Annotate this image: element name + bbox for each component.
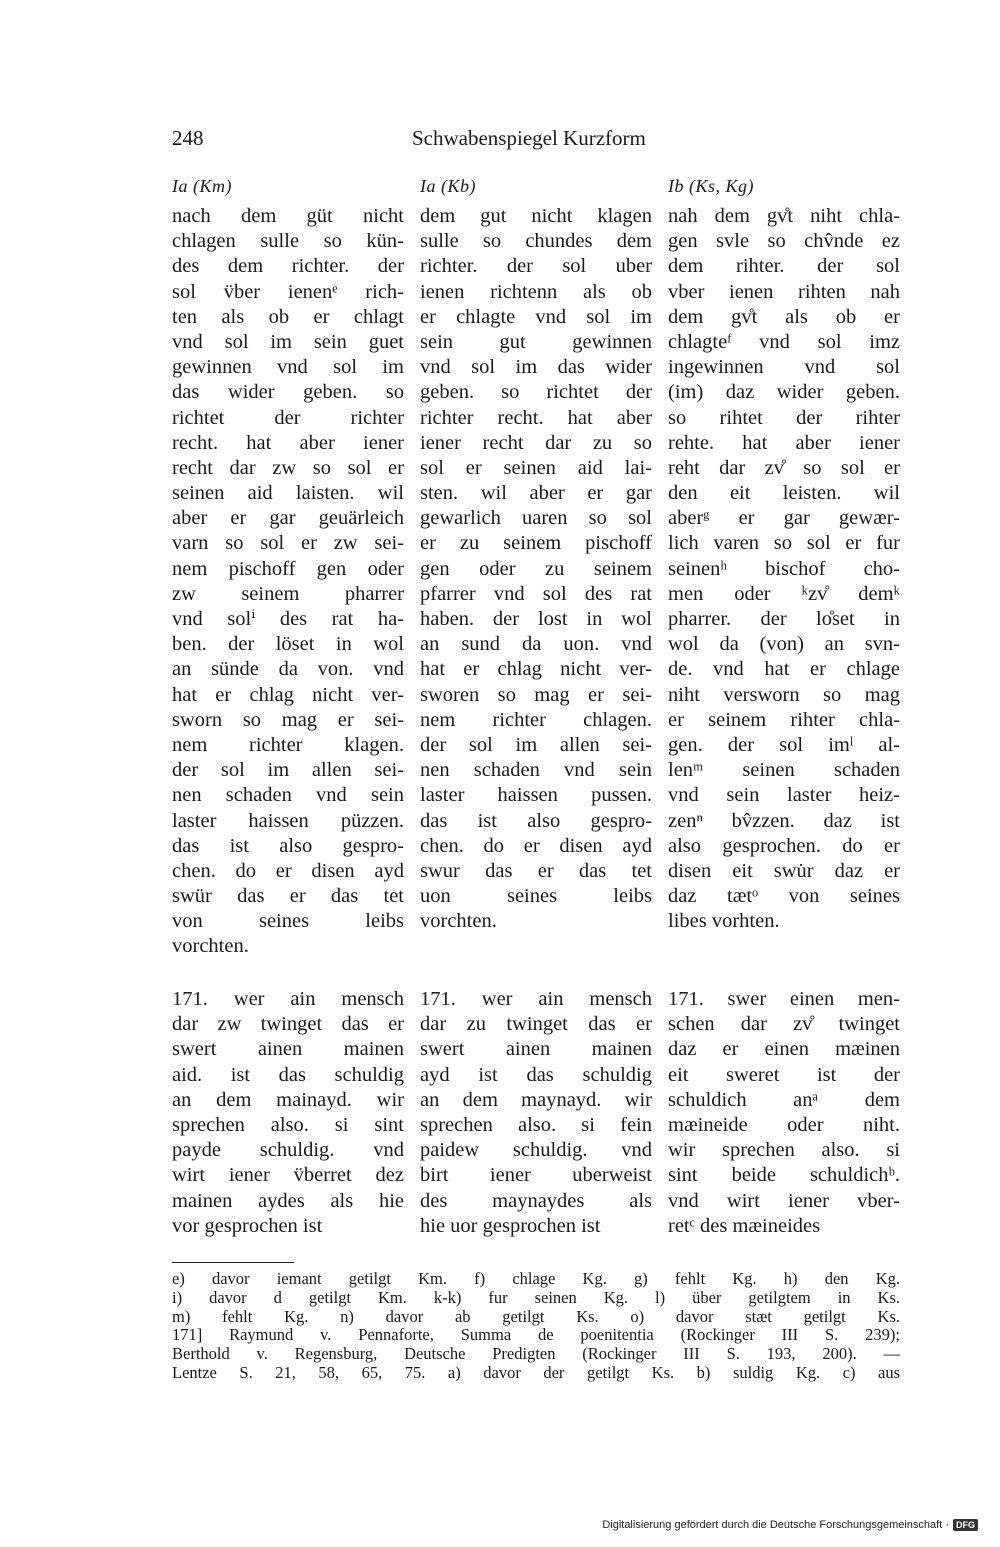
text-line: retᶜ des mæineides — [668, 1214, 821, 1237]
text-line: nen schaden vnd sein — [172, 784, 404, 807]
column-heading-1: Ia (Km) — [172, 176, 232, 196]
text-line: sprechen also. si sint — [172, 1113, 404, 1136]
text-line: vorchten. — [172, 935, 249, 958]
text-line: payde schuldig. vnd — [172, 1139, 404, 1162]
column-heading-2: Ia (Kb) — [420, 176, 476, 196]
text-line: er seinem rihter chla- — [668, 708, 900, 731]
text-line: an dem mainayd. wir — [172, 1088, 404, 1111]
text-line: richter. der sol uber — [420, 255, 652, 278]
text-line: disen eit swu̇r daz er — [668, 859, 900, 882]
text-line: swert ainen mainen — [172, 1038, 404, 1061]
text-line: swür das er das tet — [172, 885, 404, 908]
text-line: er zu seinem pischoff — [420, 532, 652, 555]
footnote-line: 171] Raymund v. Pennaforte, Summa de poenitentia (Rockinger III S. 239); — [172, 1325, 900, 1345]
text-line: wirt iener v̈berret dez — [172, 1164, 404, 1187]
text-line: de. vnd hat er chlage — [668, 658, 900, 681]
column-heading-3: Ib (Ks, Kg) — [668, 176, 754, 196]
text-line: von seines leibs — [172, 910, 404, 933]
text-line: ayd ist das schuldig — [420, 1063, 652, 1086]
text-line: sein gut gewinnen — [420, 330, 652, 353]
text-line: reht dar zv̊ so sol er — [668, 456, 900, 479]
text-line: vorchten. — [420, 910, 497, 933]
text-line: iener recht dar zu so — [420, 431, 652, 454]
text-line: richtet der richter — [172, 406, 404, 429]
text-line: pharrer. der lo̊set in — [668, 608, 900, 630]
text-line: haben. der lost in wol — [420, 608, 652, 630]
funding-credit — [602, 1519, 978, 1531]
text-line: recht. hat aber iener — [172, 431, 404, 454]
text-line: zw seinem pharrer — [172, 582, 404, 605]
column-3-text-block-171 — [668, 987, 900, 1239]
text-line: dar zu twinget das er — [420, 1013, 652, 1036]
text-line: recht dar zw so sol er — [172, 456, 404, 479]
text-line: libes vorhten. — [668, 910, 780, 933]
text-line: rehte. hat aber iener — [668, 431, 900, 454]
text-line: aber er gar geuärleich — [172, 507, 404, 530]
text-line: nen schaden vnd sein — [420, 759, 652, 782]
text-line: swur das er das tet — [420, 859, 652, 882]
text-line: ten als ob er chlagt — [172, 305, 404, 328]
text-line: sulle so chundes dem — [420, 230, 652, 253]
text-line: sol v̈ber ienenᵉ rich- — [172, 280, 404, 303]
dfg-logo: DFG — [953, 1519, 978, 1531]
text-line: nem richter klagen. — [172, 733, 404, 756]
text-line: seinen aid laisten. wil — [172, 482, 404, 505]
text-line: schen dar zv̊ twinget — [668, 1013, 900, 1036]
text-line: eit sweret ist der — [668, 1063, 900, 1086]
text-line: nem pischoff gen oder — [172, 557, 404, 580]
text-line: er chlagte vnd sol im — [420, 305, 652, 328]
text-line: nach dem güt nicht — [172, 205, 404, 227]
text-line: dem gut nicht klagen — [420, 205, 652, 227]
column-2-text-block-1 — [420, 204, 652, 934]
text-line: sworn so mag er sei- — [172, 708, 404, 731]
text-line: gen. der sol imˡ al- — [668, 733, 900, 756]
footnote-line: Lentze S. 21, 58, 65, 75. a) davor der getilgt Ks. b) suldig Kg. c) aus — [172, 1362, 900, 1382]
text-line: daz tætᵒ von seines — [668, 885, 900, 908]
text-line: chlagen sulle so kün- — [172, 230, 404, 253]
footnote-line: e) davor iemant getilgt Km. f) chlage Kg. g) fehlt Kg. h) den Kg. — [172, 1269, 900, 1288]
text-line: vor gesprochen ist — [172, 1214, 323, 1237]
text-line: uon seines leibs — [420, 885, 652, 908]
text-line: hat er chlag nicht ver- — [420, 658, 652, 681]
text-line: daz er einen mæinen — [668, 1038, 900, 1061]
text-line: 171. wer ain mensch — [172, 988, 404, 1010]
text-line: mæineide oder niht. — [668, 1113, 900, 1136]
text-line: swert ainen mainen — [420, 1038, 652, 1061]
text-line: mainen aydes als hie — [172, 1189, 404, 1212]
text-line: lenᵐ seinen schaden — [668, 759, 900, 782]
text-line: ienen richtenn als ob — [420, 280, 652, 303]
text-line: an sünde da von. vnd — [172, 658, 404, 681]
text-line: ingewinnen vnd sol — [668, 356, 900, 379]
running-header — [0, 122, 1000, 158]
text-line: vnd sol im sein guet — [172, 330, 404, 353]
text-line: vnd wirt iener vber- — [668, 1189, 900, 1212]
text-line: schuldich anᵃ dem — [668, 1088, 900, 1111]
text-line: vnd solⁱ des rat ha- — [172, 608, 404, 630]
text-line: richter recht. hat aber — [420, 406, 652, 429]
footnote-line: i) davor d getilgt Km. k-k) fur seinen Kg. l) über getilgtem in Ks. — [172, 1287, 900, 1307]
text-line: (im) daz wider geben. — [668, 381, 900, 404]
text-line: nem richter chlagen. — [420, 708, 652, 731]
text-line: birt iener uberweist — [420, 1164, 652, 1187]
text-line: das ist also gespro- — [420, 809, 652, 832]
text-line: 171. wer ain mensch — [420, 988, 652, 1010]
text-line: vber ienen rihten nah — [668, 280, 900, 303]
text-line: des maynaydes als — [420, 1189, 652, 1212]
text-line: geben. so richtet der — [420, 381, 652, 404]
column-2-text-block-171 — [420, 987, 652, 1239]
text-line: vnd sol im das wider — [420, 356, 652, 379]
text-line: des dem richter. der — [172, 255, 404, 278]
text-line: niht versworn so mag — [668, 683, 900, 706]
text-line: 171. swer einen men- — [668, 988, 900, 1010]
page-number: 248 — [172, 126, 204, 150]
text-line: gen svle so chv̂nde ez — [668, 230, 900, 253]
text-line: chen. do er disen ayd — [172, 859, 404, 882]
text-line: sten. wil aber er gar — [420, 482, 652, 505]
text-line: hat er chlag nicht ver- — [172, 683, 404, 706]
text-line: an dem maynayd. wir — [420, 1088, 652, 1111]
text-line: vnd sein laster heiz- — [668, 784, 900, 807]
text-line: laster haissen püzzen. — [172, 809, 404, 832]
text-line: varn so sol er zw sei- — [172, 532, 404, 555]
text-line: chlagteᶠ vnd sol imz — [668, 330, 900, 353]
text-line: wol da (von) an svn- — [668, 633, 900, 656]
footnote-line: m) fehlt Kg. n) davor ab getilgt Ks. o) davor stæt getilgt Ks. — [172, 1306, 900, 1326]
text-line: wir sprechen also. si — [668, 1139, 900, 1162]
text-line: aid. ist das schuldig — [172, 1063, 404, 1086]
footnotes — [172, 1270, 900, 1383]
text-line: men oder ᵏzv̊ demᵏ — [668, 582, 900, 605]
text-line: den eit leisten. wil — [668, 482, 900, 505]
text-line: hie uor gesprochen ist — [420, 1214, 601, 1237]
text-line: sol er seinen aid lai- — [420, 456, 652, 479]
footnote-line: Berthold v. Regensburg, Deutsche Predigten (Rockinger III S. 193, 200). — — [172, 1344, 900, 1364]
text-line: sworen so mag er sei- — [420, 683, 652, 706]
text-line: der sol im allen sei- — [420, 733, 652, 756]
text-line: nah dem gv̊t niht chla- — [668, 205, 900, 227]
text-line: das ist also gespro- — [172, 834, 404, 857]
text-line: aberᵍ er gar gewær- — [668, 507, 900, 530]
text-line: so rihtet der rihter — [668, 406, 900, 429]
text-line: lich varen so sol er fur — [668, 532, 900, 555]
text-line: chen. do er disen ayd — [420, 834, 652, 857]
text-line: an sund da uon. vnd — [420, 633, 652, 656]
text-line: gewarlich uaren so sol — [420, 507, 652, 530]
text-line: dem gv̊t als ob er — [668, 305, 900, 328]
text-line: der sol im allen sei- — [172, 759, 404, 782]
text-line: laster haissen pussen. — [420, 784, 652, 807]
text-line: seinenʰ bischof cho- — [668, 557, 900, 580]
text-line: dar zw twinget das er — [172, 1013, 404, 1036]
text-line: gewinnen vnd sol im — [172, 356, 404, 379]
text-line: paidew schuldig. vnd — [420, 1139, 652, 1162]
text-line: das wider geben. so — [172, 381, 404, 404]
column-1-text-block-171 — [172, 987, 404, 1239]
funding-credit-text: Digitalisierung gefördert durch die Deutsche Forschungsgemeinschaft · — [602, 1519, 949, 1531]
text-line: zenⁿ bv̂zzen. daz ist — [668, 809, 900, 832]
running-title: Schwabenspiegel Kurzform — [412, 126, 646, 150]
column-3-text-block-1 — [668, 204, 900, 934]
column-1-text-block-1 — [172, 204, 404, 960]
text-line: gen oder zu seinem — [420, 557, 652, 580]
text-line: sint beide schuldichᵇ. — [668, 1164, 900, 1187]
text-line: pfarrer vnd sol des rat — [420, 582, 652, 605]
text-line: dem rihter. der sol — [668, 255, 900, 278]
footnote-divider — [172, 1262, 294, 1263]
text-line: sprechen also. si fein — [420, 1113, 652, 1136]
text-line: ben. der löset in wol — [172, 633, 404, 656]
text-line: also gesprochen. do er — [668, 834, 900, 857]
